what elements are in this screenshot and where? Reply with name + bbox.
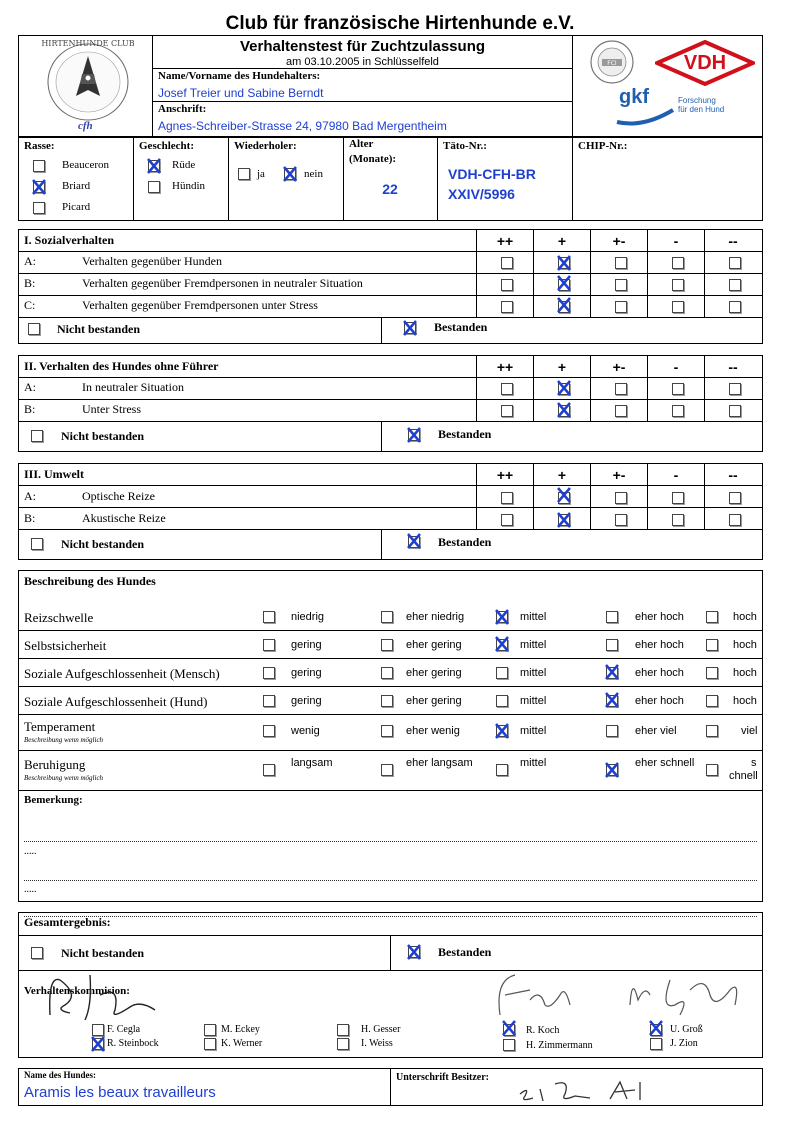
- desc-checkbox[interactable]: [496, 695, 508, 707]
- breed-checkbox-picard[interactable]: [33, 202, 45, 214]
- rating-checkbox[interactable]: [672, 257, 684, 269]
- desc-checkbox[interactable]: [706, 764, 718, 776]
- rating-header-plusminus: +-: [612, 467, 626, 483]
- breed-label-beauceron: Beauceron: [62, 159, 110, 171]
- x-mark-icon: [556, 274, 572, 292]
- s1-row-b-letter: B:: [24, 276, 36, 290]
- breed-label: Rasse:: [24, 140, 55, 152]
- desc-checkbox[interactable]: [606, 725, 618, 737]
- rating-checkbox[interactable]: [501, 405, 513, 417]
- gkf-logo-text: gkf: [619, 86, 649, 108]
- rating-checkbox[interactable]: [729, 492, 741, 504]
- owner-signature-label: Unterschrift Besitzer:: [396, 1072, 490, 1083]
- rating-header-minus: -: [673, 359, 679, 375]
- x-mark-icon: [556, 486, 572, 504]
- vdh-logo-text: VDH: [683, 52, 727, 74]
- result-pass-label: Bestanden: [438, 945, 492, 959]
- rating-checkbox[interactable]: [672, 301, 684, 313]
- vdh-logo: [655, 40, 755, 86]
- tattoo-label: Täto-Nr.:: [443, 140, 487, 152]
- desc-option: eher schnell: [635, 757, 695, 769]
- s3-fail-checkbox[interactable]: [31, 538, 43, 550]
- desc-checkbox[interactable]: [496, 667, 508, 679]
- x-mark-icon: [494, 608, 510, 626]
- desc-option: eher hoch: [635, 695, 684, 707]
- rating-checkbox[interactable]: [615, 383, 627, 395]
- sex-label: Geschlecht:: [139, 140, 194, 152]
- desc-option: eher hoch: [635, 611, 684, 623]
- rating-header-plus: +: [557, 359, 567, 375]
- rating-checkbox[interactable]: [615, 405, 627, 417]
- x-mark-icon: [556, 379, 572, 397]
- x-mark-icon: [556, 511, 572, 529]
- desc-checkbox[interactable]: [263, 725, 275, 737]
- desc-label-selbstsicherheit: Selbstsicherheit: [24, 638, 107, 653]
- rating-header-minusminus: --: [728, 233, 738, 249]
- desc-checkbox[interactable]: [263, 611, 275, 623]
- commission-member: H. Gesser: [361, 1024, 401, 1035]
- desc-option: s: [751, 757, 757, 769]
- commission-title: Verhaltenskommision:: [24, 985, 130, 997]
- desc-label-temperament: Temperament: [24, 719, 96, 734]
- rating-checkbox[interactable]: [729, 301, 741, 313]
- rating-checkbox[interactable]: [501, 257, 513, 269]
- desc-option: hoch: [733, 639, 757, 651]
- desc-option: mittel: [520, 757, 547, 769]
- x-mark-icon: [146, 157, 162, 175]
- rating-checkbox[interactable]: [501, 301, 513, 313]
- rating-checkbox[interactable]: [729, 405, 741, 417]
- commission-checkbox[interactable]: [503, 1039, 515, 1051]
- result-fail-checkbox[interactable]: [31, 947, 43, 959]
- fci-logo: [583, 39, 641, 85]
- desc-option: eher niedrig: [406, 611, 465, 623]
- desc-option: mittel: [520, 611, 547, 623]
- desc-option: eher langsam: [406, 757, 473, 769]
- s3-fail-label: Nicht bestanden: [61, 537, 145, 551]
- desc-checkbox[interactable]: [263, 639, 275, 651]
- x-mark-icon: [556, 254, 572, 272]
- rating-checkbox[interactable]: [501, 383, 513, 395]
- rating-checkbox[interactable]: [729, 279, 741, 291]
- svg-text:HIRTENHUNDE CLUB: HIRTENHUNDE CLUB: [41, 39, 135, 48]
- remark-dots: .....: [24, 846, 37, 857]
- address-label: Anschrift:: [158, 103, 207, 115]
- s1-row-c-text: Verhalten gegenüber Fremdpersonen unter Stress: [82, 298, 318, 312]
- tattoo-value-1: VDH-CFH-BR: [448, 166, 536, 182]
- age-label-2: (Monate):: [349, 153, 397, 165]
- commission-member: K. Werner: [221, 1038, 263, 1049]
- rating-checkbox[interactable]: [615, 257, 627, 269]
- sex-checkbox-female[interactable]: [148, 181, 160, 193]
- desc-option: viel: [741, 725, 758, 737]
- signature-gross: [620, 965, 750, 1020]
- repeat-checkbox-yes[interactable]: [238, 168, 250, 180]
- x-mark-icon: [604, 761, 620, 779]
- desc-checkbox[interactable]: [706, 695, 718, 707]
- rating-checkbox[interactable]: [729, 383, 741, 395]
- chip-label: CHIP-Nr.:: [578, 140, 628, 152]
- desc-option: eher gering: [406, 667, 462, 679]
- desc-option: gering: [291, 695, 322, 707]
- s1-pass-label: Bestanden: [434, 320, 488, 334]
- s2-row-a-letter: A:: [24, 380, 36, 394]
- desc-label-reizschwelle: Reizschwelle: [24, 610, 94, 625]
- desc-label-social-human: Soziale Aufgeschlossenheit (Mensch): [24, 666, 220, 681]
- commission-member: H. Zimmermann: [526, 1040, 593, 1051]
- desc-checkbox[interactable]: [381, 667, 393, 679]
- commission-checkbox[interactable]: [337, 1024, 349, 1036]
- desc-note-temperament: Beschreibung wenn möglich: [24, 736, 104, 744]
- club-title: Club für französische Hirtenhunde e.V.: [225, 13, 575, 34]
- rating-header-minus: -: [673, 467, 679, 483]
- rating-header-minus: -: [673, 233, 679, 249]
- rating-checkbox[interactable]: [501, 279, 513, 291]
- owner-signature: [515, 1074, 665, 1104]
- x-mark-icon: [406, 532, 422, 550]
- address-value: Agnes-Schreiber-Strasse 24, 97980 Bad Mergentheim: [158, 119, 447, 133]
- x-mark-icon: [501, 1019, 517, 1037]
- svg-text:FCI: FCI: [607, 60, 617, 67]
- commission-member: J. Zion: [670, 1038, 698, 1049]
- breed-label-briard: Briard: [62, 180, 91, 192]
- s3-row-b-text: Akustische Reize: [82, 511, 166, 525]
- commission-member: R. Koch: [526, 1025, 560, 1036]
- desc-option: langsam: [291, 757, 333, 769]
- desc-checkbox[interactable]: [263, 667, 275, 679]
- s3-row-a-text: Optische Reize: [82, 489, 155, 503]
- owner-name-label: Name/Vorname des Hundehalters:: [158, 70, 321, 82]
- desc-checkbox[interactable]: [381, 639, 393, 651]
- s2-row-a-text: In neutraler Situation: [82, 380, 184, 394]
- rating-header-plus: +: [557, 233, 567, 249]
- rating-checkbox[interactable]: [672, 405, 684, 417]
- x-mark-icon: [604, 691, 620, 709]
- desc-option: eher wenig: [406, 725, 460, 737]
- rating-checkbox[interactable]: [615, 279, 627, 291]
- owner-name-value: Josef Treier und Sabine Berndt: [158, 86, 324, 100]
- x-mark-icon: [556, 296, 572, 314]
- x-mark-icon: [406, 943, 422, 961]
- desc-option: hoch: [733, 667, 757, 679]
- info-box: [18, 137, 763, 221]
- rating-header-plus: +: [557, 467, 567, 483]
- result-title: Gesamtergebnis:: [24, 915, 111, 929]
- rating-checkbox[interactable]: [501, 492, 513, 504]
- remark-dots: .....: [24, 884, 37, 895]
- s3-row-a-letter: A:: [24, 489, 36, 503]
- s2-fail-label: Nicht bestanden: [61, 429, 145, 443]
- s3-row-b-letter: B:: [24, 511, 36, 525]
- breed-checkbox-beauceron[interactable]: [33, 160, 45, 172]
- rating-checkbox[interactable]: [729, 257, 741, 269]
- repeat-label-yes: ja: [257, 168, 265, 180]
- section-1-title: I. Sozialverhalten: [24, 233, 114, 247]
- desc-checkbox[interactable]: [706, 639, 718, 651]
- desc-option: mittel: [520, 725, 547, 737]
- s1-fail-label: Nicht bestanden: [57, 322, 141, 336]
- s2-row-b-text: Unter Stress: [82, 402, 141, 416]
- tattoo-value-2: XXIV/5996: [448, 186, 515, 202]
- desc-checkbox[interactable]: [263, 764, 275, 776]
- rating-header-plusminus: +-: [612, 359, 626, 375]
- desc-note-beruhigung: Beschreibung wenn möglich: [24, 774, 104, 782]
- rating-checkbox[interactable]: [501, 514, 513, 526]
- s1-fail-checkbox[interactable]: [28, 323, 40, 335]
- rating-header-minusminus: --: [728, 467, 738, 483]
- desc-label-social-dog: Soziale Aufgeschlossenheit (Hund): [24, 694, 208, 709]
- desc-checkbox[interactable]: [706, 725, 718, 737]
- desc-checkbox[interactable]: [606, 611, 618, 623]
- desc-option: eher gering: [406, 639, 462, 651]
- commission-member: R. Steinbock: [107, 1038, 159, 1049]
- sex-label-male: Rüde: [172, 159, 196, 171]
- x-mark-icon: [494, 635, 510, 653]
- rating-checkbox[interactable]: [672, 492, 684, 504]
- commission-checkbox[interactable]: [204, 1038, 216, 1050]
- desc-checkbox[interactable]: [381, 695, 393, 707]
- remark-label: Bemerkung:: [24, 794, 83, 806]
- gkf-tagline-2: für den Hund: [678, 105, 725, 114]
- desc-option: gering: [291, 639, 322, 651]
- result-fail-label: Nicht bestanden: [61, 946, 145, 960]
- commission-checkbox[interactable]: [650, 1038, 662, 1050]
- commission-checkbox[interactable]: [204, 1024, 216, 1036]
- rating-checkbox[interactable]: [672, 279, 684, 291]
- x-mark-icon: [604, 663, 620, 681]
- x-mark-icon: [494, 722, 510, 740]
- commission-member: M. Eckey: [221, 1024, 260, 1035]
- rating-checkbox[interactable]: [615, 492, 627, 504]
- repeat-label-no: nein: [304, 168, 323, 180]
- desc-checkbox[interactable]: [706, 611, 718, 623]
- cfh-logo-text: cfh: [78, 120, 93, 132]
- x-mark-icon: [282, 165, 298, 183]
- s2-pass-label: Bestanden: [438, 427, 492, 441]
- x-mark-icon: [556, 401, 572, 419]
- repeat-label: Wiederholer:: [234, 140, 297, 152]
- s1-row-b-text: Verhalten gegenüber Fremdpersonen in neutraler Situation: [82, 276, 363, 290]
- desc-option: wenig: [291, 725, 320, 737]
- section-3-title: III. Umwelt: [24, 467, 84, 481]
- desc-checkbox[interactable]: [381, 611, 393, 623]
- section-2-title: II. Verhalten des Hundes ohne Führer: [24, 359, 219, 373]
- commission-member: F. Cegla: [107, 1024, 141, 1035]
- dog-name-value: Aramis les beaux travailleurs: [24, 1084, 216, 1101]
- rating-checkbox[interactable]: [729, 514, 741, 526]
- x-mark-icon: [402, 319, 418, 337]
- x-mark-icon: [31, 178, 47, 196]
- x-mark-icon: [90, 1035, 106, 1053]
- desc-option: hoch: [733, 611, 757, 623]
- breed-label-picard: Picard: [62, 201, 91, 213]
- signature-koch: [470, 970, 600, 1020]
- desc-checkbox[interactable]: [606, 639, 618, 651]
- rating-header-plusplus: ++: [496, 467, 514, 483]
- rating-header-plusplus: ++: [496, 233, 514, 249]
- s2-row-b-letter: B:: [24, 402, 36, 416]
- s2-fail-checkbox[interactable]: [31, 430, 43, 442]
- commission-member: I. Weiss: [361, 1038, 393, 1049]
- rating-header-minusminus: --: [728, 359, 738, 375]
- x-mark-icon: [648, 1019, 664, 1037]
- commission-member: U. Groß: [670, 1024, 703, 1035]
- desc-option: gering: [291, 667, 322, 679]
- desc-checkbox[interactable]: [381, 764, 393, 776]
- desc-option: mittel: [520, 667, 547, 679]
- desc-option: niedrig: [291, 611, 325, 623]
- desc-option: eher hoch: [635, 639, 684, 651]
- rating-header-plusplus: ++: [496, 359, 514, 375]
- signature-cegla: [30, 965, 170, 1025]
- x-mark-icon: [406, 426, 422, 444]
- age-value: 22: [382, 181, 398, 197]
- age-label-1: Alter: [349, 138, 374, 150]
- desc-option: eher viel: [635, 725, 677, 737]
- gkf-tagline-1: Forschung: [678, 96, 716, 105]
- desc-checkbox[interactable]: [263, 695, 275, 707]
- desc-checkbox[interactable]: [496, 764, 508, 776]
- s1-row-a-text: Verhalten gegenüber Hunden: [82, 254, 222, 268]
- desc-option: mittel: [520, 639, 547, 651]
- s1-row-a-letter: A:: [24, 254, 36, 268]
- form-title: Verhaltenstest für Zuchtzulassung: [239, 38, 486, 55]
- rating-checkbox[interactable]: [615, 301, 627, 313]
- date-place: am 03.10.2005 in Schlüsselfeld: [286, 56, 439, 68]
- rating-checkbox[interactable]: [615, 514, 627, 526]
- desc-option: eher hoch: [635, 667, 684, 679]
- s1-row-c-letter: C:: [24, 298, 36, 312]
- rating-checkbox[interactable]: [672, 383, 684, 395]
- rating-checkbox[interactable]: [672, 514, 684, 526]
- desc-option: hoch: [733, 695, 757, 707]
- desc-checkbox[interactable]: [706, 667, 718, 679]
- desc-checkbox[interactable]: [381, 725, 393, 737]
- commission-checkbox[interactable]: [337, 1038, 349, 1050]
- desc-option: eher gering: [406, 695, 462, 707]
- sex-label-female: Hündin: [172, 180, 205, 192]
- dog-name-label: Name des Hundes:: [24, 1070, 97, 1080]
- description-title: Beschreibung des Hundes: [24, 574, 156, 588]
- desc-label-beruhigung: Beruhigung: [24, 757, 86, 772]
- desc-option-line2: chnell: [729, 770, 758, 782]
- gkf-logo: [613, 88, 683, 128]
- desc-option: mittel: [520, 695, 547, 707]
- s3-pass-label: Bestanden: [438, 535, 492, 549]
- rating-header-plusminus: +-: [612, 233, 626, 249]
